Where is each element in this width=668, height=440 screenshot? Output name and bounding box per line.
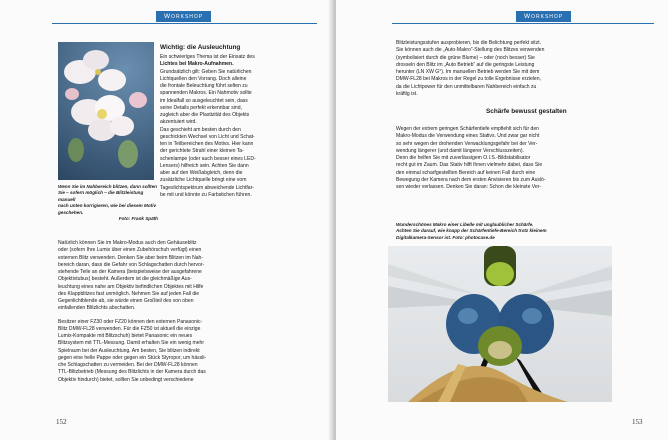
dragonfly-illustration — [388, 246, 612, 402]
right-header-label: Workshop — [516, 11, 571, 22]
left-column-text: Ein schwieriges Thema ist der Einsatz des Lichtes bei Makro-Aufnahmen. Grundsätzlich gilt: Geben Sie natürlichen Lichtquellen den Vorrang. Doch alleine die frontale Beleuchtung führt selten zu spannenden Makros. Ein Nahmotiv sollte im Idealfall so ausgeleuchtet sein, dass seine Details perfekt erkennbar sind, zugleich aber die Plastizität des Objekts akzentuiert wird. Das geschieht am besten durch den geschickten Wechsel von Licht und Schat- ten in Teilbereichen des Motivs. Hier kann der gerichtete Strahl einer kleinen Ta- schenlampe (oder auch besser eines LED- Lensers) hilfreich sein. Achten Sie dann aber auf den Weißabgleich, denn die zusätzliche Lichtquelle bringt eine vom Tageslichtspektrum abweichende Lichtfar- be mit und könnte zu Farbstichen führen. — [160, 54, 256, 198]
left-body-text: Natürlich können Sie im Makro-Modus auch den Gehäuseblitz oder (sofern Ihre Lumix über einen Zubehörschuh verfügt) einen externen Blitz verwenden. Denken Sie aber beim Blitzen im Nah- bereich daran, dass die Gefahr von Schlagschatten durch hervor- stehende Teile an der Kamera (beispielsweise der ausgefahrene Objektivtubus) besteht. Außerdem ist die gleichmäßige Aus- leuchtung eines nahe am Objektiv befindlichen Objektes mit Hilfe des Klappblitzes fast unmöglich. Nehmen Sie auf jeden Fall die Gegenlichtblende ab, sie würde einen Großteil des von oben einfallenden Blitzlichts abschatten. Besitzer einer FZ30 oder FZ20 können den externen Panasonic- Blitz DMW-FL28 verwenden. Für die FZ50 ist aktuell die einzige Lumix-Kompakte mit Blitzschuh) bietet Panasonic ein neues Blitzsystem mit TTL-Messung. Damit erhalten Sie ein wenig mehr Spielraum bei der Ausleuchtung. Am besten, Sie blitzen indirekt gegen eine helle Pappe oder gegen ein Stück Styropor, um hässli- che Schlagschatten zu vermeiden. Bei der DMW-FL28 können TTL-Blitzbetrieb (Messung des Blitzlichts in der Kamera durch das Objektiv hindurch) bietet, sollten Sie unbedingt verschiedene — [58, 240, 207, 383]
left-header-rule — [52, 12, 317, 24]
right-body-text: Wegen der extrem geringen Schärfentiefe empfiehlt sich für den Makro-Modus die Verwendung eines Stativs. Und zwar gar nicht so sehr wegen der drohenden Verwacklungsgefahr bei der Ver- wendung längerer (und damit längerer Verschlusszeiten). Denn die helfen Sie mit zuverlässigem O.I.S.-Bildstabilisator recht gut im Zaum. Das Stativ hilft Ihnen vielmehr dabei, dass Sie den einmal scharfgestellten Bereich auf keinen Fall durch eine Bewegung der Kamera nach dem ersten Anvisieren bis zum Auslö- sen wieder verlassen. Denken Sie daran: Schon die kleinste Ver- — [396, 126, 546, 190]
blossom-illustration — [58, 42, 154, 180]
right-header-rule — [392, 12, 654, 24]
left-header-label: Workshop — [156, 11, 211, 22]
right-page-number: 153 — [632, 418, 643, 426]
dragonfly-photo — [388, 246, 612, 402]
right-photo-caption: Wunderschönes Makro einer Libelle mit unglaublicher Schärfe. Achten Sie darauf, wie knapp der Schärfentiefe-Bereich trotz kleinem Digitalkamera-Sensor ist. Foto: photocase.de — [396, 222, 547, 240]
left-photo-caption: Wenn Sie im Nahbereich blitzen, dann sollten Sie – sofern möglich – die Blitzleistung manuell nach unten korrigieren, wie bei diesem Motiv geschehen. Foto: Frank Späth — [58, 184, 158, 222]
right-section-heading: Schärfe bewusst gestalten — [486, 108, 567, 115]
left-section-heading: Wichtig: die Ausleuchtung — [160, 44, 241, 51]
left-page-number: 152 — [56, 418, 67, 426]
left-page — [0, 0, 333, 440]
right-top-text: Blitzleistungsstufen ausprobieren, bis die Belichtung perfekt sitzt. Sie können auch die „Auto-Makro“-Stellung des Blitzes verwenden (symbolisiert durch die grüne Blume) – oder (noch besser) Sie drosseln den Blitz im „Auto Betrieb“ auf die geringste Leistung herunter (LN XW G°). Im manuellen Betrieb werden Sie mit dem DMW-FL28 bei Makros in der Regel zu tolle Ergebnisse erzielen, da die Lichtpower für den unmittelbaren Nahbereich einfach zu kräftig ist. — [396, 40, 545, 97]
apple-blossom-photo — [58, 42, 154, 180]
